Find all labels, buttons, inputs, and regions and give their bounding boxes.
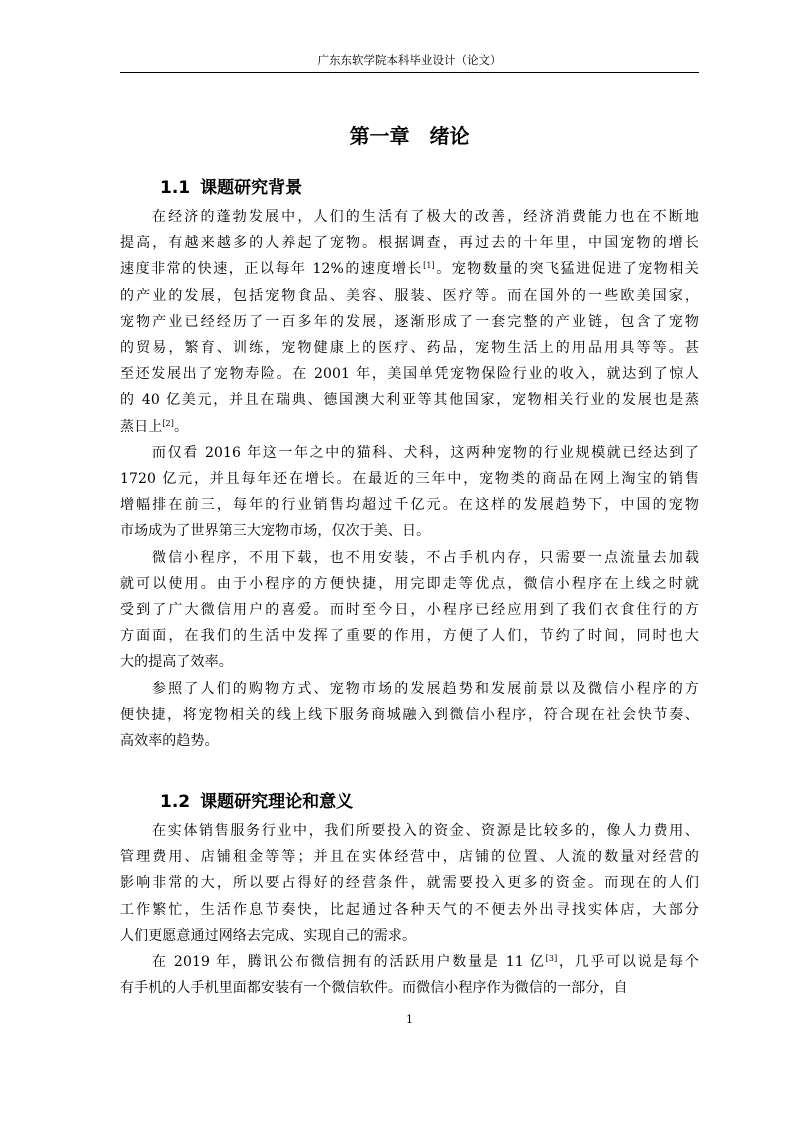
header-rule — [120, 72, 699, 73]
paragraph-line — [120, 492, 699, 518]
paragraph-line — [120, 649, 699, 675]
paragraph-line — [120, 309, 699, 335]
paragraph-line — [120, 949, 699, 975]
line-text: 而仅看 2016 年这一年之中的猫科、犬科，这两种宠物的行业规模就已经达到了 — [152, 444, 699, 461]
line-text: 工作繁忙，生活作息节奏快，比起通过各种天气的不便去外出寻找实体店，大部分 — [120, 901, 699, 918]
header-title: 广东东软学院本科毕业设计（论文） — [317, 53, 502, 67]
section-number: 1.2 — [160, 792, 191, 812]
page-number: 1 — [406, 1013, 413, 1026]
paragraph-line — [120, 702, 699, 728]
paragraph-line — [120, 335, 699, 361]
line-text: 受到了广大微信用户的喜爱。而时至今日，小程序已经应用到了我们衣食住行的方 — [120, 602, 699, 618]
paragraph-line — [120, 204, 699, 230]
line-text-continued: 。 — [173, 418, 189, 435]
paragraph-line — [120, 623, 699, 649]
paragraph-line — [120, 230, 699, 256]
line-text: 的贸易，繁育、训练，宠物健康上的医疗、药品，宠物生活上的用品用具等等。甚 — [120, 340, 699, 356]
line-text: 蒸日上 — [120, 418, 163, 435]
line-text: 人们更愿意通过网络去完成、实现自己的需求。 — [120, 927, 417, 944]
line-text: 方面面，在我们的生活中发挥了重要的作用，方便了人们，节约了时间，同时也大 — [120, 628, 699, 645]
line-text: 至还发展出了宠物寿险。在 2001 年，美国单凭宠物保险行业的收入，就达到了惊人 — [120, 366, 699, 383]
line-text: 在经济的蓬勃发展中，人们的生活有了极大的改善，经济消费能力也在不断地 — [152, 209, 699, 225]
paragraph-line — [120, 818, 699, 844]
line-text: 速度非常的快速，正以每年 12%的速度增长 — [120, 261, 424, 278]
citation-marker: [2] — [162, 418, 174, 428]
line-text: 市场成为了世界第三大宠物市场，仅次于美、日。 — [120, 523, 431, 540]
line-text: 在 2019 年，腾讯公布微信拥有的活跃用户数量是 11 亿 — [152, 954, 546, 970]
paragraph-line — [120, 676, 699, 702]
line-text: 在实体销售服务行业中，我们所要投入的资金、资源是比较多的，像人力费用、 — [152, 823, 699, 839]
paragraph-line — [120, 440, 699, 466]
line-text: 参照了人们的购物方式、宠物市场的发展趋势和发展前景以及微信小程序的方 — [152, 680, 699, 697]
line-text: 增幅排在前三，每年的行业销售均超过千亿元。在这样的发展趋势下，中国的宠物 — [120, 497, 699, 514]
section-title: 课题研究背景 — [200, 178, 303, 198]
citation-marker: [1] — [423, 261, 435, 271]
line-text: 有手机的人手机里面都安装有一个微信软件。而微信小程序作为微信的一部分，自 — [120, 980, 628, 997]
line-text-continued: 。宠物数量的突飞猛进促进了宠物相关 — [434, 261, 699, 278]
line-text-continued: ，几乎可以说是每个 — [557, 954, 699, 970]
line-text: 的产业的发展，包括宠物食品、美容、服装、医疗等。而在国外的一些欧美国家， — [120, 287, 699, 304]
section-heading — [160, 176, 302, 200]
paragraph-line — [120, 466, 699, 492]
line-text: 宠物产业已经经历了一百多年的发展，逐渐形成了一套完整的产业链，包含了宠物 — [120, 313, 699, 330]
paragraph-line — [120, 728, 699, 754]
line-text: 便快捷，将宠物相关的线上线下服务商城融入到微信小程序，符合现在社会快节奏、 — [120, 706, 699, 723]
line-text: 管理费用、店铺租金等等；并且在实体经营中，店铺的位置、人流的数量对经营的 — [120, 849, 699, 866]
paragraph-line — [120, 545, 699, 571]
paragraph-line — [120, 571, 699, 597]
paragraph-line — [120, 518, 699, 544]
line-text: 影响非常的大，所以要占得好的经营条件，就需要投入更多的资金。而现在的人们 — [120, 875, 699, 892]
section-heading — [160, 790, 353, 814]
section-number: 1.1 — [160, 178, 191, 198]
paragraph-line — [120, 597, 699, 623]
paragraph-line — [120, 256, 699, 282]
paragraph-line — [120, 923, 699, 949]
line-text: 的 40 亿美元，并且在瑞典、德国澳大利亚等其他国家，宠物相关行业的发展也是蒸 — [120, 392, 699, 409]
paragraph-line — [120, 414, 699, 440]
line-text: 提高，有越来越多的人养起了宠物。根据调查，再过去的十年里，中国宠物的增长 — [120, 235, 699, 252]
line-text: 就可以使用。由于小程序的方便快捷，用完即走等优点，微信小程序在上线之时就 — [120, 575, 699, 592]
paragraph-line — [120, 387, 699, 413]
paragraph-line — [120, 844, 699, 870]
line-text: 1720 亿元，并且每年还在增长。在最近的三年中，宠物类的商品在网上淘宝的销售 — [120, 471, 699, 487]
chapter-title: 第一章 绪论 — [349, 124, 470, 148]
paragraph-line — [120, 975, 699, 1001]
paragraph-line — [120, 283, 699, 309]
paragraph-line — [120, 897, 699, 923]
paragraph-line — [120, 361, 699, 387]
line-text: 高效率的趋势。 — [120, 733, 219, 749]
citation-marker: [3] — [545, 954, 558, 963]
line-text: 大的提高了效率。 — [120, 654, 233, 671]
section-title: 课题研究理论和意义 — [200, 792, 354, 812]
line-text: 微信小程序，不用下载，也不用安装，不占手机内存，只需要一点流量去加载 — [152, 549, 699, 566]
paragraph-line — [120, 870, 699, 896]
